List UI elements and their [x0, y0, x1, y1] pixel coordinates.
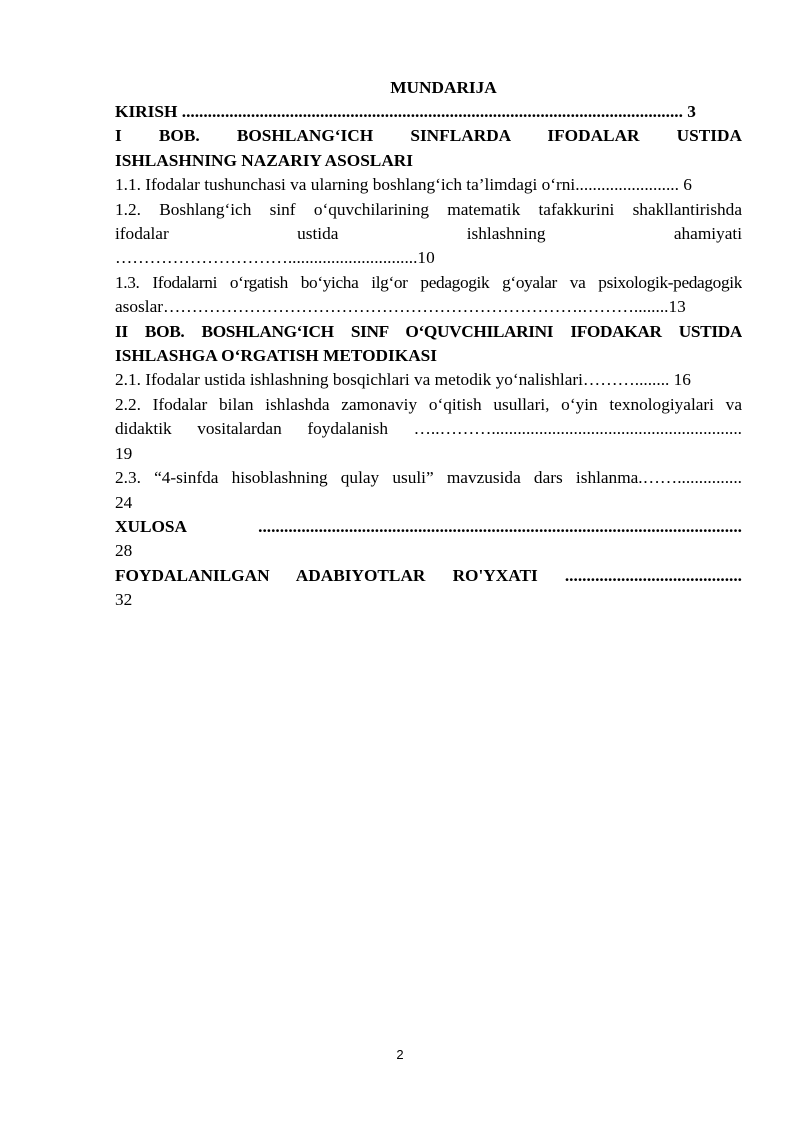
- toc-entry-1-3-line-2: asoslar……………………………………………………………….………........13: [115, 297, 686, 317]
- toc-entry-1-2-line-1: 1.2. Boshlang‘ich sinf o‘quvchilarining matematik tafakkurini shakllantirishda: [115, 199, 742, 219]
- toc-chapter-2-heading-line-1: II BOB. BOSHLANG‘ICH SINF O‘QUVCHILARINI IFODAKAR USTIDA: [115, 321, 742, 341]
- toc-entry-2-2-line-1: 2.2. Ifodalar bilan ishlashda zamonaviy o‘qitish usullari, o‘yin texnologiyalari va: [115, 394, 742, 414]
- toc-entry-1-2-line-3: …………………………..............................10: [115, 248, 435, 268]
- toc-entry-references-page: 32: [115, 590, 133, 610]
- toc-chapter-2-heading-line-2: ISHLASHGA O‘RGATISH METODIKASI: [115, 346, 438, 366]
- toc-entry-2-1: 2.1. Ifodalar ustida ishlashning bosqichlari va metodik yo‘nalishlari………........ 16: [115, 370, 691, 390]
- toc-entry-2-3-line-1: 2.3. “4-sinfda hisoblashning qulay usuli” mavzusida dars ishlanma.……...............: [115, 468, 742, 488]
- toc-entry-references: FOYDALANILGAN ADABIYOTLAR RO'YXATI .........................................: [115, 565, 742, 585]
- toc-entry-2-2-page: 19: [115, 443, 133, 463]
- table-of-contents: [115, 76, 742, 613]
- toc-entry-2-2-line-2: didaktik vositalardan foydalanish …..………..........................................................: [115, 419, 742, 439]
- toc-entry-xulosa-page: 28: [115, 541, 133, 561]
- toc-title: MUNDARIJA: [390, 78, 497, 97]
- toc-entry-kirish: KIRISH .................................................................................................................... 3: [115, 102, 696, 121]
- toc-entry-1-1: 1.1. Ifodalar tushunchasi va ularning boshlang‘ich ta’limdagi o‘rni........................ 6: [115, 175, 692, 195]
- toc-entry-2-3-page: 24: [115, 492, 133, 512]
- toc-chapter-1-heading-line-2: ISHLASHNING NAZARIY ASOSLARI: [115, 150, 414, 170]
- toc-entry-1-3-line-1: 1.3. Ifodalarni o‘rgatish bo‘yicha ilg‘or pedagogik g‘oyalar va psixologik-pedagogik: [115, 272, 742, 292]
- page-number: 2: [396, 1047, 404, 1062]
- toc-entry-1-2-line-2: ifodalar ustida ishlashning ahamiyati: [115, 224, 742, 244]
- toc-chapter-1-heading-line-1: I BOB. BOSHLANG‘ICH SINFLARDA IFODALAR USTIDA: [115, 126, 742, 146]
- toc-entry-xulosa: XULOSA ................................................................................................................: [115, 516, 742, 536]
